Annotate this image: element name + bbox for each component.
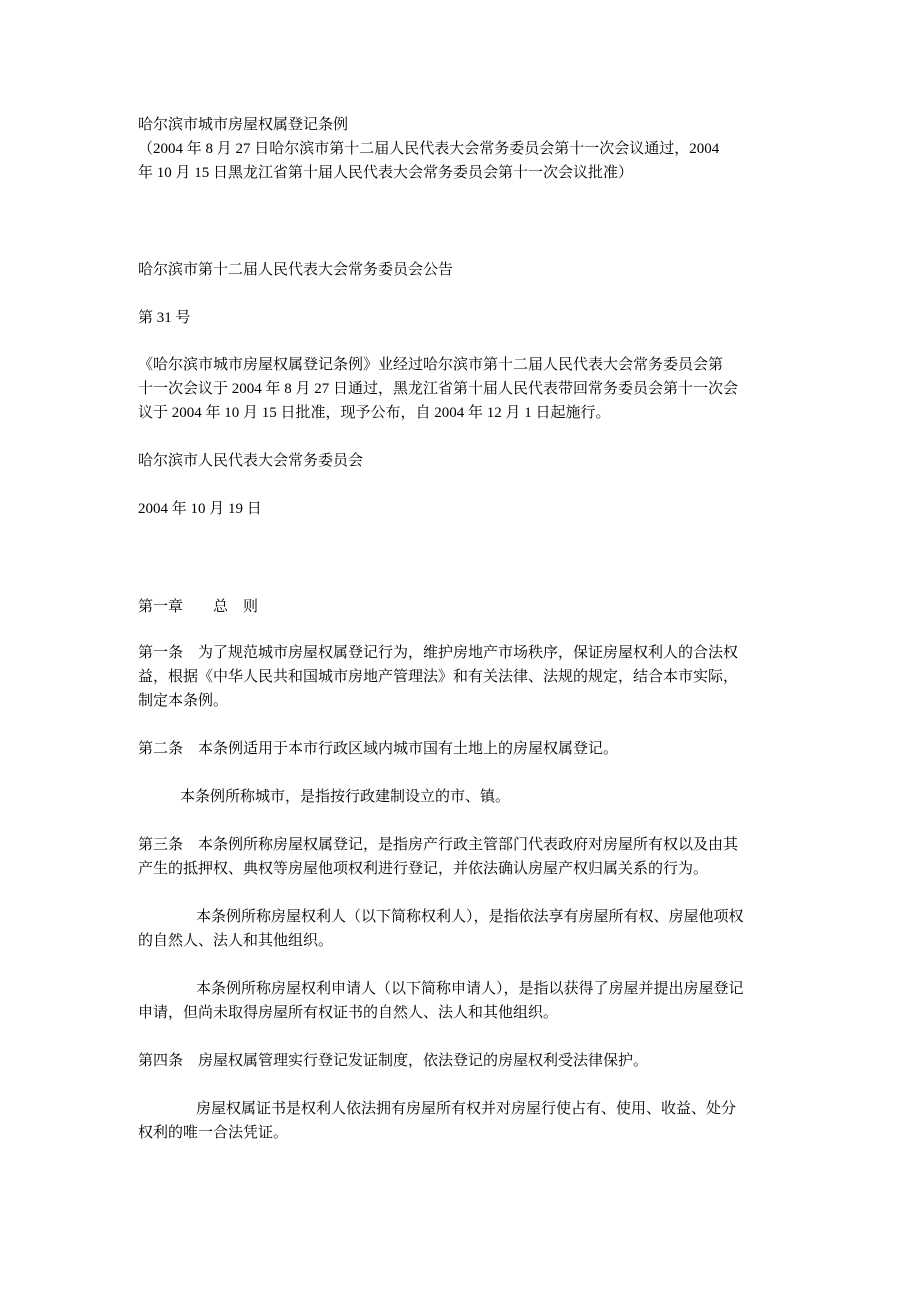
article-4-line: 房屋权属证书是权利人依法拥有房屋所有权并对房屋行使占有、使用、收益、处分 — [196, 1101, 737, 1117]
article-3-line: 本条例所称房屋权利申请人（以下简称申请人），是指以获得了房屋并提出房屋登记 — [196, 981, 744, 997]
announcement-body-line: 《哈尔滨市城市房屋权属登记条例》业经过哈尔滨市第十二届人民代表大会常务委员会第 — [138, 357, 724, 373]
document-title: 哈尔滨市城市房屋权属登记条例 — [138, 117, 349, 133]
article-3-line: 产生的抵押权、典权等房屋他项权利进行登记，并依法确认房屋产权归属关系的行为。 — [138, 861, 709, 877]
article-3-line: 本条例所称房屋权利人（以下简称权利人），是指依法享有房屋所有权、房屋他项权 — [196, 909, 744, 925]
chapter-heading: 第一章 总 则 — [138, 599, 259, 615]
article-1-line: 第一条 为了规范城市房屋权属登记行为，维护房地产市场秩序，保证房屋权利人的合法权 — [138, 645, 739, 661]
article-4-line: 权利的唯一合法凭证。 — [138, 1125, 289, 1141]
announcement-issuer: 哈尔滨市人民代表大会常务委员会 — [138, 453, 364, 469]
article-3-line: 第三条 本条例所称房屋权属登记，是指房产行政主管部门代表政府对房屋所有权以及由其 — [138, 837, 739, 853]
announcement-number: 第 31 号 — [138, 310, 191, 326]
announcement-body-line: 十一次会议于 2004 年 8 月 27 日通过，黑龙江省第十届人民代表带回常务委员会第十一次会 — [138, 381, 739, 397]
announcement-body-line: 议于 2004 年 10 月 15 日批准，现予公布，自 2004 年 12 月 1 日起施行。 — [138, 405, 611, 421]
article-2-line: 第二条 本条例适用于本市行政区域内城市国有土地上的房屋权属登记。 — [138, 741, 619, 757]
article-3-line: 申请，但尚未取得房屋所有权证书的自然人、法人和其他组织。 — [138, 1005, 559, 1021]
article-4-line: 第四条 房屋权属管理实行登记发证制度，依法登记的房屋权利受法律保护。 — [138, 1053, 649, 1069]
announcement-date: 2004 年 10 月 19 日 — [138, 501, 262, 517]
subtitle-line: （2004 年 8 月 27 日哈尔滨市第十二届人民代表大会常务委员会第十一次会议通过，2004 — [138, 141, 720, 157]
article-1-line: 益，根据《中华人民共和国城市房地产管理法》和有关法律、法规的规定，结合本市实际， — [138, 669, 739, 685]
subtitle-line: 年 10 月 15 日黑龙江省第十届人民代表大会常务委员会第十一次会议批准） — [138, 165, 634, 181]
article-2-line: 本条例所称城市，是指按行政建制设立的市、镇。 — [180, 789, 511, 805]
article-3-line: 的自然人、法人和其他组织。 — [138, 933, 334, 949]
announcement-heading: 哈尔滨市第十二届人民代表大会常务委员会公告 — [138, 262, 454, 278]
article-1-line: 制定本条例。 — [138, 693, 229, 709]
